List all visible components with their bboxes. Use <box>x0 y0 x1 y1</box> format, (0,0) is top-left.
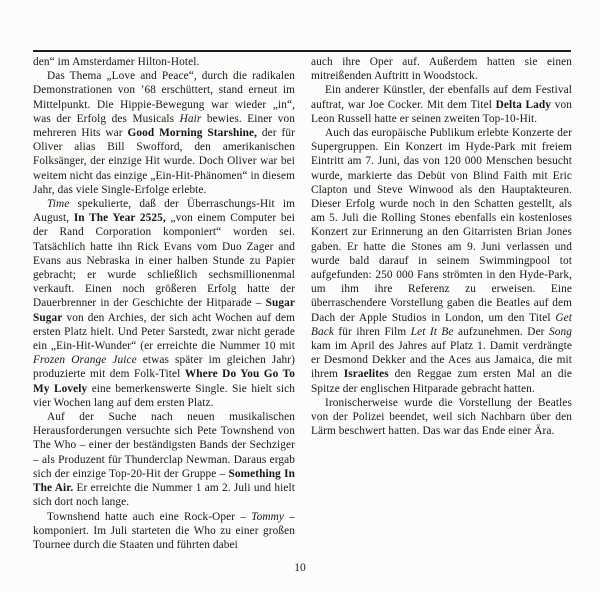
body-text: eine bemerkenswerte Single. Sie hielt sich vier Wochen lang auf dem ersten Platz. <box>33 382 295 409</box>
bold-title-text: Delta Lady <box>495 98 552 111</box>
paragraph <box>33 55 295 69</box>
body-text: – komponiert. Im Juli starteten die Who zu einer großen Tournee durch die Staaten und führten dabei <box>33 510 295 551</box>
body-text: Auch das europäische Publikum erlebte Konzerte der Supergruppen. Ein Konzert im Hyde-Park mit freiem Eintritt am 7. Juni, das von 120 000 Menschen besucht wurde, markierte das Debüt von Blind Faith mit Eric Clapton und Steve Winwood als den Hauptakteuren. Dieser Erfolg wurde noch in den Schatten gestellt, als am 5. Juli die Rolling Stones ebenfalls ein kostenloses Konzert zur Erinnerung an den Gitarristen Brian Jones gaben. Er hatte die Stones am 9. Juni verlassen und wurde bald darauf in seinem Swimmingpool tot aufgefunden: 250 000 Fans strömten in den Hyde-Park, um ihm ihre Referenz zu erweisen. Eine überraschendere Vorstellung gaben die Beatles auf dem Dach der Apple Studios in London, um den Titel <box>311 127 572 324</box>
body-text: bewies. Einer von mehreren Hits war <box>33 112 295 140</box>
text-columns <box>33 55 572 552</box>
bold-title-text: Where Do You Go To My Lovely <box>33 368 295 395</box>
body-text: Townshend hatte auch eine Rock-Oper – <box>47 510 252 523</box>
body-text: den Reggae zum ersten Mal an die Spitze der englischen Hitparade gebracht hatten. <box>311 368 573 395</box>
right-column <box>311 55 572 552</box>
body-text: etwas später im gleichen Jahr) produzierte mit dem Folk-Titel <box>33 354 295 381</box>
body-text: aufzunehmen. Der <box>453 325 549 338</box>
body-text: auch ihre Oper auf. Außerdem hatten sie einen mitreißenden Auftritt in Woodstock. <box>311 56 572 83</box>
body-text: von den Archies, der sich acht Wochen auf dem ersten Platz hielt. Und Peter Sarstedt, zwar nicht gerade ein „Ein-Hit-Wunder“ (er erreichte die Nummer 10 mit <box>33 311 295 353</box>
body-text: kam im April des Jahres auf Platz 1. Damit verdrängte er Desmond Dekker and the Aces aus Jamaica, die mit ihrem <box>311 340 572 381</box>
italic-title-text: Frozen Orange Juice <box>33 354 137 367</box>
paragraph <box>311 83 572 126</box>
paragraph <box>33 510 295 553</box>
body-text: spekulierte, daß der Überraschungs-Hit im August, <box>33 198 295 225</box>
body-text: für ihren Film <box>333 325 411 338</box>
paragraph <box>311 396 572 439</box>
body-text: „von einem Computer bei der Rand Corporation komponiert“ worden sei. Tatsächlich hatte ihn Rick Evans vom Duo Zager and Evans aus Nebraska in einer halben Stunde zu Papier gebracht; er wurde schließlich sechsmillionenmal verkauft. Einen noch größeren Erfolg hatte der Dauerbrenner in der Geschichte der Hitparade – <box>33 212 295 310</box>
header-rule <box>33 50 571 52</box>
body-text: Ein anderer Künstler, der ebenfalls auf dem Festival auftrat, war Joe Cocker. Mit dem Titel <box>311 84 572 111</box>
body-text: Auf der Suche nach neuen musikalischen Herausforderungen versuchte sich Pete Townshend von The Who – einer der beständigsten Bands der Sechziger – als Produzent für Thunderclap Newman. Daraus ergab sich der einzige Top-20-Hit der Gruppe – <box>33 411 295 480</box>
body-text: Das Thema „Love and Peace“, durch die radikalen Demonstrationen von ’68 erschüttert, stand erneut im Mittelpunkt. Die Hippie-Bewegung war wieder „in“, was der Erfolg des Musicals <box>33 70 295 125</box>
paragraph <box>33 410 295 509</box>
italic-title-text: Time <box>47 198 70 211</box>
italic-title-text: Tommy <box>251 510 285 523</box>
body-text: den“ im Amsterdamer Hilton-Hotel. <box>33 56 200 68</box>
body-text: Er erreichte die Nummer 1 am 2. Juli und hielt sich dort noch lange. <box>33 482 295 509</box>
bold-title-text: Something In The Air. <box>33 467 295 495</box>
paragraph <box>311 126 572 396</box>
bold-title-text: In The Year 2525, <box>73 212 166 225</box>
body-text: der für Oliver alias Bill Swofford, den amerikanischen Folksänger, der einzige Hit wurde. Doch Oliver war bei weitem nicht das einzige „Ein-Hit-Phänomen“ in diesem Jahr, das viele Single-Erfolge erlebte. <box>33 127 295 196</box>
bold-title-text: Israelites <box>343 368 389 381</box>
page-number: 10 <box>294 562 306 574</box>
paragraph <box>311 55 572 83</box>
left-column <box>33 55 295 552</box>
paragraph <box>33 197 295 410</box>
body-text: von Leon Russell hatte er seinen zweiten Top-10-Hit. <box>311 98 572 125</box>
italic-title-text: Hair <box>179 112 202 125</box>
italic-title-text: Song <box>548 325 572 338</box>
bold-title-text: Good Morning Starshine, <box>127 127 258 140</box>
italic-title-text: Get Back <box>311 311 572 338</box>
paragraph <box>33 69 295 197</box>
body-text: Ironischerweise wurde die Vorstellung der Beatles von der Polizei beendet, weil sich Nachbarn über den Lärm beschwert hatten. Das war das Ende einer Ära. <box>311 396 572 438</box>
italic-title-text: Let It Be <box>410 325 454 338</box>
bold-title-text: Sugar Sugar <box>33 297 295 324</box>
